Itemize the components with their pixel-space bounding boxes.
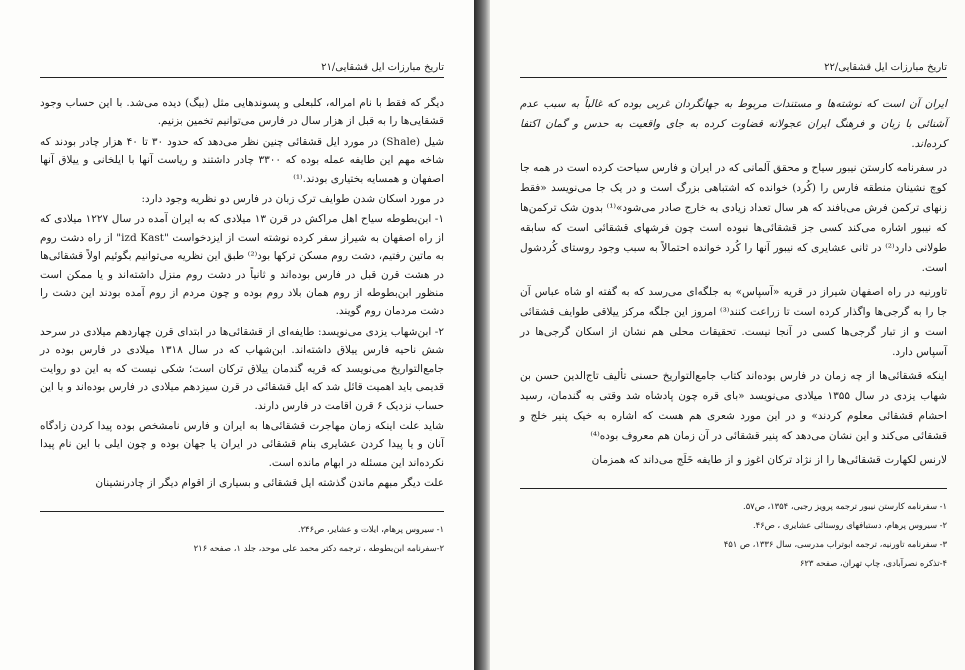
left-body-text	[40, 94, 444, 493]
right-footnote-1: ۱- سفرنامه کارستن نیبور ترجمه پرویز رجبی، ۱۳۵۴، ص۵۷.	[743, 501, 947, 511]
right-paragraph-5: لارنس لکهارت قشقائی‌ها را از نژاد ترکان اغوز و از طایفه خَلَج می‌داند که همزمان	[591, 454, 947, 466]
right-page	[490, 0, 965, 670]
right-running-head: تاریخ مبارزات ایل قشقایی/۲۲	[520, 62, 947, 78]
left-paragraph-4: ۱- ابن‌بطوطه سیاح اهل مراکش در قرن ۱۳ میلادی که به ایران آمده در سال ۱۲۲۷ میلادی که از راه اصفهان به شیراز سفر کرده نوشته است از ایزدخواست "izd Kast" از راه دشت روم به ماتین رفتیم، دشت روم مسکن ترکها بود⁽²⁾ طبق این نظریه می‌توانیم بگوئیم اولاً قشقائی‌ها در هشت قرن قبل در فارس بوده‌اند و ثانیاً در دشت روم منزل داشته‌اند و یا ممکن است منظور ابن‌بطوطه از روم همان بلاد روم بوده و چون مردم از روم آمده بودند این دشت را دشت مردمان روم گویند.	[40, 213, 444, 318]
right-footnote-4: ۴-تذکره نصرآبادی، چاپ تهران، صفحه ۶۲۳	[799, 558, 947, 568]
right-footnotes	[520, 499, 947, 571]
right-footnote-3: ۳- سفرنامه تاورنیه، ترجمه ابوتراب مدرسی، سال ۱۳۳۶، ص ۴۵۱	[723, 539, 947, 549]
left-paragraph-2: شیل (Shale) در مورد ایل قشقائی چنین نظر می‌دهد که حدود ۳۰ تا ۴۰ هزار چادر بودند که شاخه مهم این طایفه عمله بوده که ۳۳۰۰ چادر داشتند و ریاست آنها با ایلخانی و ییلاق آنها اصفهان و همسایه بختیاری بودند.⁽¹⁾	[40, 135, 444, 185]
right-paragraph-2: در سفرنامه کارستن نیبور سیاح و محقق آلمانی که در ایران و فارس سیاحت کرده است در همه جا کوچ نشینان منطقه فارس را (کُرد) خوانده که اشتباهی بزرگ است و در یک جا می‌نویسد «فقط زنهای ترکمن فرش می‌بافند که هر سال تعداد زیادی به خارج صادر می‌شود»⁽¹⁾ بدون شک ترکمن‌ها که نیبور اشاره می‌کند کسی جز قشقائی‌ها نبوده است چون فرشهای قشقائی است که سابقه طولانی دارد⁽²⁾ در ثانی عشایری که نیبور آنها را کُرد خوانده احتمالاً به سبب وجود روستای کُردشول است.	[520, 162, 947, 274]
book-spine-gutter	[474, 0, 490, 670]
left-running-head: تاریخ مبارزات ایل قشقایی/۲۱	[40, 62, 444, 78]
left-paragraph-1: دیگر که فقط با نام امراله، کلبعلی و پسوندهایی مثل (بیگ) دیده می‌شد. با این حساب وجود قشقایی‌ها را به قبل از هزار سال در فارس می‌توانیم تخمین بزنیم.	[40, 97, 444, 128]
left-paragraph-5: ۲- ابن‌شهاب یزدی می‌نویسد: طایفه‌ای از قشقائی‌ها در ابتدای قرن چهاردهم میلادی در سرحد شش ناحیه فارس ییلاق داشته‌اند. ابن‌شهاب که در سال ۱۳۱۸ میلادی در فارس بوده در جامع‌التواریخ می‌نویسد که قریه گندمان ییلاق ترکان است؛ شکی نیست که به این دو روایت قدیمی باید اهمیت قائل شد که ایل قشقائی در قرن سیزدهم میلادی در فارس بوده‌اند و با این حساب نزدیک ۶ قرن اقامت در فارس دارند.	[40, 325, 444, 412]
left-footnote-1: ۱- سیروس پرهام، ایلات و عشایر، ص۲۴۶.	[297, 523, 444, 534]
left-paragraph-7: علت دیگر مبهم ماندن گذشته ایل قشقائی و بسیاری از اقوام دیگر از چادرنشینان	[95, 477, 444, 490]
left-footnote-divider	[40, 511, 444, 512]
left-footnotes	[40, 522, 444, 556]
right-footnote-2: ۲- سیروس پرهام، دستبافهای روستائی عشایری ، ص۴۶.	[752, 520, 947, 530]
right-paragraph-1: ایران آن است که نوشته‌ها و مستندات مربوط به جهانگردان غربی بوده که غالباً به سبب عدم آشنائی با زبان و فرهنگ ایران عجولانه قضاوت کرده به جای واقعیت به حدس و گمان اکتفا کرده‌اند.	[520, 98, 947, 150]
left-page	[0, 0, 474, 670]
right-footnote-divider	[520, 488, 947, 489]
right-paragraph-4: اینکه قشقائی‌ها از چه زمان در فارس بوده‌اند کتاب جامع‌التواریخ حسنی تألیف تاج‌الدین حسن بن شهاب یزدی در سال ۱۳۵۵ میلادی می‌نویسد «بای قره چون پادشاه شد وقتی به گندمان، رسید احشام قشقائی معلوم کردند» و در این مورد شعری هم هست که اشاره به خیک پنیر خلج و قشقائی می‌کند و این نشان می‌دهد که پنیر قشقائی در آن زمان هم معروف بوده⁽⁴⁾	[520, 370, 947, 442]
right-paragraph-3: تاورنیه در راه اصفهان شیراز در قریه «آسپاس» به جلگه‌ای می‌رسد که به گفته او شاه عباس آن جا را به گرجی‌ها واگذار کرده است تا زراعت کنند⁽³⁾ امروز این جلگه مرکز ییلاقی طوایف قشقائی است و از تبار گرجی‌ها کسی در آنجا نیست. تحقیقات محلی هم نشان از اسکان گرجی‌ها در آسپاس دارد.	[520, 286, 947, 358]
left-footnote-2: ۲-سفرنامه ابن‌بطوطه ، ترجمه دکتر محمد علی موحد، جلد ۱، صفحه ۲۱۶	[193, 542, 444, 553]
left-paragraph-3: در مورد اسکان شدن طوایف ترک زبان در فارس دو نظریه وجود دارد:	[141, 193, 444, 206]
left-paragraph-6: شاید علت اینکه زمان مهاجرت قشقائی‌ها به ایران و فارس نامشخص بوده پیدا کردن زادگاه آنان و یا پیدا کردن عشایری بنام قشقائی در ایران یا جهان بوده و چون ایلی با این نام پیدا نکرده‌اند این مسئله در ابهام مانده است.	[40, 419, 444, 469]
right-body-text	[520, 94, 947, 470]
